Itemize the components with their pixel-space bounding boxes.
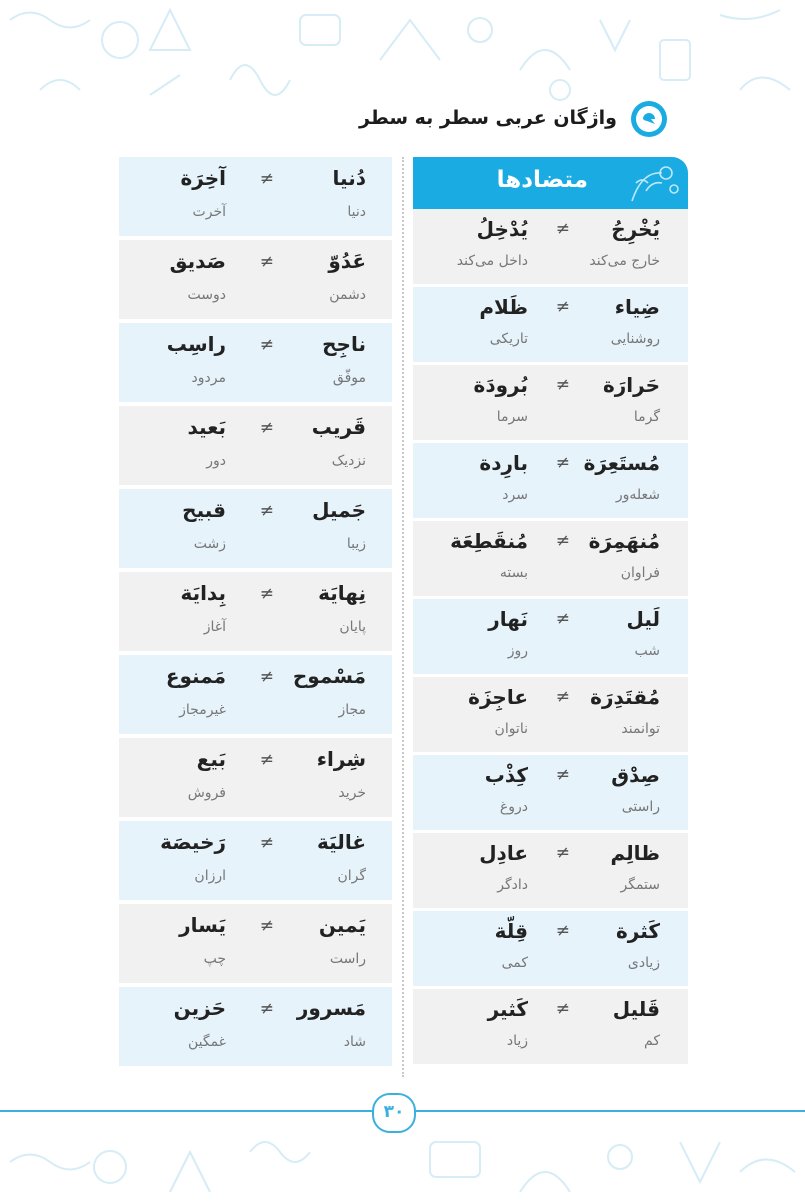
not-equal-sign: ≠	[259, 833, 274, 853]
not-equal-sign: ≠	[259, 501, 274, 521]
word: کَثرة	[615, 919, 660, 943]
opposite-word: بِدایَة	[180, 581, 226, 605]
word: عَدُوّ	[328, 249, 366, 273]
word: یَمین	[318, 913, 366, 937]
word: مُقتَدِرَة	[590, 685, 660, 709]
floral-ornament-icon	[626, 161, 684, 205]
page-number: ۳۰	[372, 1093, 416, 1133]
word-translation: راستی	[621, 799, 660, 815]
chat-bubble-icon	[629, 99, 669, 139]
word: مُستَعِرَة	[583, 451, 660, 475]
antonym-row	[413, 521, 688, 596]
word-translation: نزدیک	[331, 453, 366, 469]
word: شِراء	[316, 747, 366, 771]
not-equal-sign: ≠	[555, 999, 570, 1019]
antonym-row	[119, 655, 392, 734]
opposite-translation: زیاد	[506, 1033, 528, 1049]
word: مَسرور	[296, 996, 366, 1020]
opposite-translation: آخرت	[192, 204, 226, 220]
opposite-word: نَهار	[488, 607, 528, 631]
lesson-heading	[359, 97, 675, 141]
not-equal-sign: ≠	[555, 609, 570, 629]
antonym-row	[413, 755, 688, 830]
antonym-row	[413, 287, 688, 362]
opposite-word: بَعید	[187, 415, 226, 439]
opposite-word: کَثیر	[487, 997, 528, 1021]
opposite-word: مَمنوع	[165, 664, 226, 688]
opposite-translation: ارزان	[194, 868, 226, 884]
not-equal-sign: ≠	[555, 687, 570, 707]
word-translation: مجاز	[338, 702, 366, 718]
lesson-heading-title: واژگان عربی سطر به سطر	[359, 107, 617, 129]
antonym-row	[119, 821, 392, 900]
antonym-row	[413, 443, 688, 518]
opposite-word: راسِب	[166, 332, 226, 356]
top-doodle-decoration	[0, 0, 805, 110]
word: نِهایَة	[318, 581, 366, 605]
not-equal-sign: ≠	[259, 418, 274, 438]
word: یُخْرِجُ	[611, 217, 660, 241]
opposite-translation: غیرمجاز	[179, 702, 226, 718]
antonym-row	[119, 738, 392, 817]
opposite-translation: فروش	[187, 785, 226, 801]
opposite-translation: تاریکی	[489, 331, 528, 347]
opposite-translation: سرما	[496, 409, 528, 425]
opposite-translation: ناتوان	[494, 721, 528, 737]
word-translation: ستمگر	[620, 877, 660, 893]
word: ضِیاء	[614, 295, 660, 319]
word-translation: شاد	[343, 1034, 366, 1050]
word-translation: گرما	[633, 409, 660, 425]
word-translation: زیبا	[346, 536, 366, 552]
word: ناجِح	[322, 332, 366, 356]
word-translation: خرید	[338, 785, 366, 801]
opposite-translation: مردود	[191, 370, 226, 386]
antonym-row	[119, 987, 392, 1066]
opposite-translation: بسته	[499, 565, 528, 581]
not-equal-sign: ≠	[259, 252, 274, 272]
word: حَرارَة	[602, 373, 660, 397]
word: جَمیل	[312, 498, 366, 522]
opposite-word: بُرودَة	[473, 373, 528, 397]
word-translation: روشنایی	[610, 331, 660, 347]
opposite-word: بارِدة	[479, 451, 528, 475]
opposite-word: آخِرَة	[180, 166, 226, 190]
opposite-word: مُنقَطِعَة	[450, 529, 528, 553]
not-equal-sign: ≠	[259, 335, 274, 355]
opposite-translation: روز	[507, 643, 528, 659]
not-equal-sign: ≠	[259, 999, 274, 1019]
antonym-row	[119, 572, 392, 651]
word: غالیَة	[317, 830, 366, 854]
antonym-row	[413, 209, 688, 284]
not-equal-sign: ≠	[555, 921, 570, 941]
opposite-translation: دور	[206, 453, 226, 469]
not-equal-sign: ≠	[259, 916, 274, 936]
word-translation: خارج می‌کند	[589, 253, 660, 269]
antonyms-right-column	[413, 157, 688, 1067]
antonym-row	[413, 365, 688, 440]
not-equal-sign: ≠	[555, 297, 570, 317]
opposite-translation: داخل می‌کند	[456, 253, 528, 269]
word-translation: پایان	[339, 619, 366, 635]
opposite-translation: آغاز	[203, 619, 226, 635]
opposite-translation: زشت	[193, 536, 226, 552]
opposite-translation: سرد	[502, 487, 528, 503]
opposite-word: قِلّة	[494, 919, 528, 943]
word-translation: زیادی	[627, 955, 660, 971]
column-divider	[402, 157, 404, 1077]
not-equal-sign: ≠	[259, 584, 274, 604]
opposite-word: حَزین	[173, 996, 226, 1020]
word-translation: شعله‌ور	[615, 487, 660, 503]
antonym-row	[119, 240, 392, 319]
not-equal-sign: ≠	[555, 375, 570, 395]
antonym-row	[413, 911, 688, 986]
word: صِدْق	[611, 763, 660, 787]
opposite-word: عاجِزَة	[468, 685, 528, 709]
word-translation: کم	[644, 1033, 660, 1049]
antonym-row	[119, 323, 392, 402]
word-translation: دنیا	[347, 204, 366, 220]
opposite-word: صَدیق	[169, 249, 226, 273]
opposite-word: بَیع	[196, 747, 226, 771]
section-title: متضادها	[496, 167, 588, 193]
word-translation: توانمند	[621, 721, 660, 737]
word: مَسْموح	[292, 664, 366, 688]
antonyms-left-column	[119, 157, 392, 1070]
word: مُنهَمِرَة	[588, 529, 660, 553]
not-equal-sign: ≠	[259, 750, 274, 770]
opposite-translation: غمگین	[187, 1034, 226, 1050]
word: دُنیا	[332, 166, 366, 190]
antonym-row	[413, 833, 688, 908]
word-translation: دشمن	[329, 287, 366, 303]
opposite-translation: دروغ	[499, 799, 528, 815]
word: قَلیل	[612, 997, 660, 1021]
opposite-translation: دادگر	[497, 877, 528, 893]
opposite-word: یُدْخِلُ	[476, 217, 528, 241]
word-translation: گران	[337, 868, 366, 884]
not-equal-sign: ≠	[555, 765, 570, 785]
word-translation: فراوان	[620, 565, 660, 581]
word-translation: موفّق	[332, 370, 366, 386]
opposite-word: عادِل	[479, 841, 528, 865]
word: لَیل	[626, 607, 660, 631]
opposite-word: یَسار	[179, 913, 226, 937]
antonym-row	[413, 989, 688, 1064]
opposite-word: کِذْب	[484, 763, 528, 787]
antonym-row	[119, 157, 392, 236]
not-equal-sign: ≠	[259, 169, 274, 189]
antonym-row	[119, 489, 392, 568]
not-equal-sign: ≠	[555, 453, 570, 473]
antonym-row	[413, 599, 688, 674]
word-translation: راست	[329, 951, 366, 967]
opposite-word: ظَلام	[479, 295, 528, 319]
word-translation: شب	[634, 643, 660, 659]
word: قَریب	[311, 415, 366, 439]
not-equal-sign: ≠	[555, 531, 570, 551]
antonym-row	[119, 406, 392, 485]
word: ظالِم	[610, 841, 660, 865]
opposite-translation: کمی	[501, 955, 528, 971]
opposite-translation: دوست	[187, 287, 226, 303]
antonym-row	[119, 904, 392, 983]
not-equal-sign: ≠	[555, 219, 570, 239]
section-banner	[413, 157, 688, 209]
opposite-translation: چپ	[203, 951, 226, 967]
not-equal-sign: ≠	[259, 667, 274, 687]
opposite-word: رَخیصَة	[160, 830, 226, 854]
antonym-row	[413, 677, 688, 752]
opposite-word: قبیح	[182, 498, 226, 522]
not-equal-sign: ≠	[555, 843, 570, 863]
